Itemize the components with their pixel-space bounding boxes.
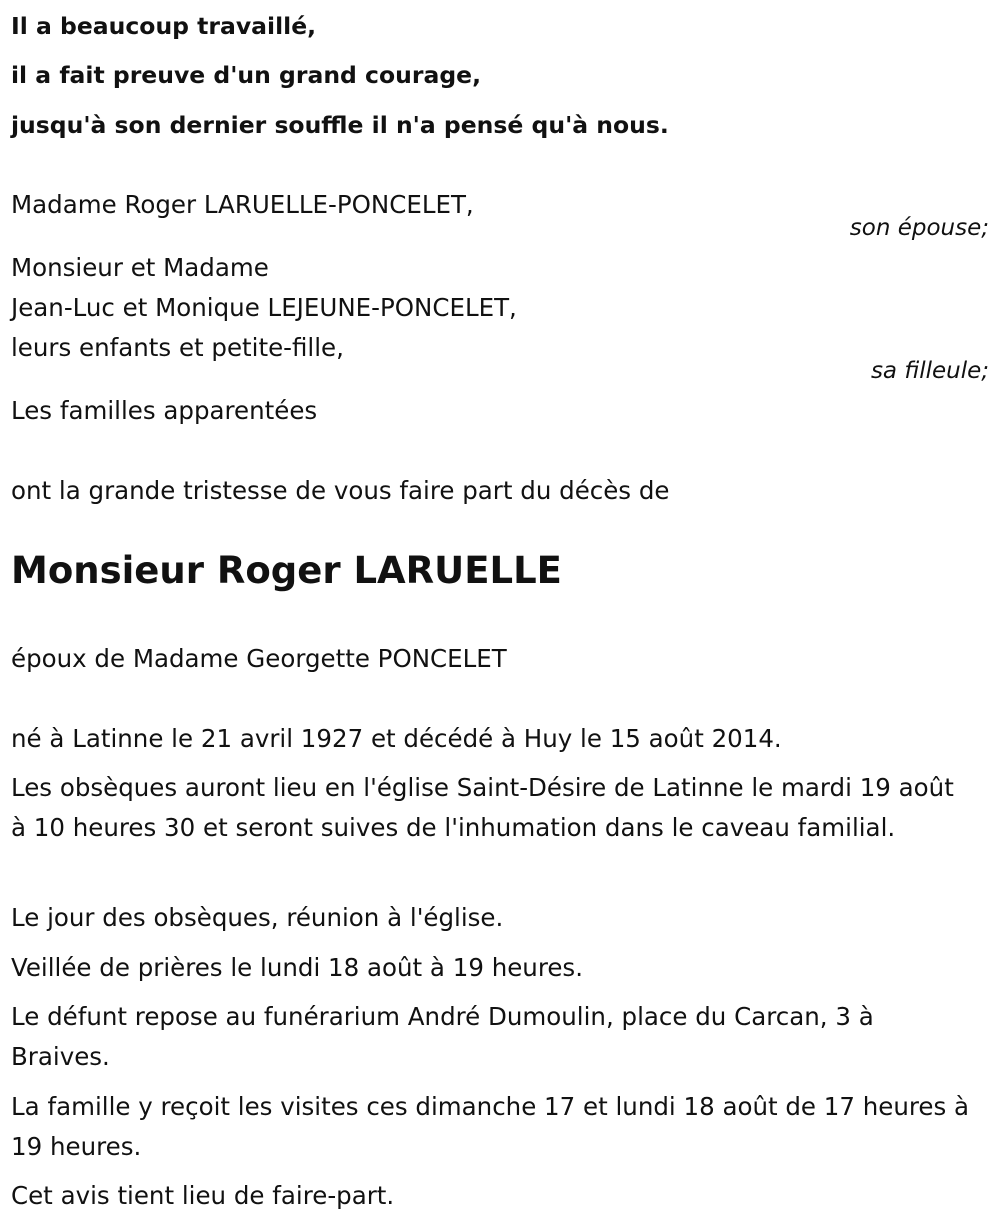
- epigraph-line-1: Il a beaucoup travaillé,: [11, 12, 317, 40]
- notice: Cet avis tient lieu de faire-part.: [11, 1181, 395, 1210]
- spouse-of: époux de Madame Georgette PONCELET: [11, 644, 507, 673]
- vigil-info: Veillée de prières le lundi 18 août à 19 heures.: [11, 953, 583, 982]
- visits-info: La famille y reçoit les visites ces dimanche 17 et lundi 18 août de 17 heures à 19 heures.: [11, 1092, 970, 1161]
- relatives: Les familles apparentées: [11, 396, 318, 425]
- epigraph-line-2: il a fait preuve d'un grand courage,: [11, 61, 481, 89]
- spouse-relation: son épouse;: [849, 215, 989, 241]
- epigraph-line-3: jusqu'à son dernier souffle il n'a pensé qu'à nous.: [11, 111, 669, 139]
- announcement: ont la grande tristesse de vous faire part du décès de: [11, 476, 670, 505]
- deceased-name: Monsieur Roger LARUELLE: [11, 549, 562, 592]
- spouse-name: Madame Roger LARUELLE-PONCELET,: [11, 190, 474, 219]
- birth-death: né à Latinne le 21 avril 1927 et décédé à Huy le 15 août 2014.: [11, 724, 782, 753]
- goddaughter-relation: sa filleule;: [870, 358, 989, 384]
- funeral-info: Les obsèques auront lieu en l'église Saint-Désire de Latinne le mardi 19 août à 10 heures 30 et seront suives de l'inhumation dans le caveau familial.: [11, 773, 954, 842]
- children-line-3: leurs enfants et petite-fille,: [11, 333, 344, 362]
- rest-info: Le défunt repose au funérarium André Dumoulin, place du Carcan, 3 à Braives.: [11, 1002, 874, 1071]
- meeting-info: Le jour des obsèques, réunion à l'église.: [11, 903, 504, 932]
- children-line-1: Monsieur et Madame: [11, 253, 269, 282]
- children-line-2: Jean-Luc et Monique LEJEUNE-PONCELET,: [11, 293, 517, 322]
